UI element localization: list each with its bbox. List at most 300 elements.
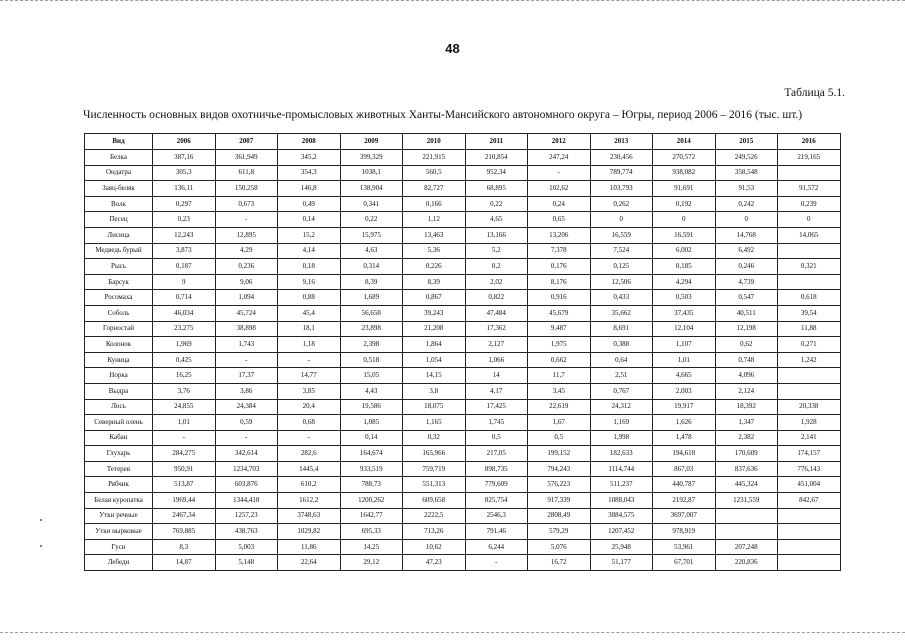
count-cell: 1,928 xyxy=(778,415,841,431)
count-cell: 18,075 xyxy=(403,399,466,415)
count-cell: 3884,575 xyxy=(590,508,653,524)
count-cell: 759,719 xyxy=(403,461,466,477)
count-cell: 0 xyxy=(715,212,778,228)
count-cell: - xyxy=(153,430,216,446)
count-cell xyxy=(778,368,841,384)
count-cell: 8,3 xyxy=(153,539,216,555)
column-header: 2010 xyxy=(403,134,466,150)
count-cell: 82,727 xyxy=(403,181,466,197)
count-cell: 1207,452 xyxy=(590,524,653,540)
count-cell: 0,822 xyxy=(465,290,528,306)
table-row xyxy=(85,337,841,353)
count-cell: 67,701 xyxy=(653,555,716,571)
count-cell: 345,2 xyxy=(278,150,341,166)
count-cell: 46,034 xyxy=(153,305,216,321)
count-cell: 576,223 xyxy=(528,477,591,493)
count-cell: 4,43 xyxy=(340,383,403,399)
count-cell: 8,176 xyxy=(528,274,591,290)
count-cell: 2,398 xyxy=(340,337,403,353)
count-cell xyxy=(778,539,841,555)
count-cell: 0,242 xyxy=(715,196,778,212)
count-cell: 24,855 xyxy=(153,399,216,415)
table-row xyxy=(85,383,841,399)
count-cell: 609,658 xyxy=(403,493,466,509)
species-name-cell: Белая куропатка xyxy=(85,493,153,509)
count-cell: 39,243 xyxy=(403,305,466,321)
count-cell: 2,124 xyxy=(715,383,778,399)
count-cell: 445,324 xyxy=(715,477,778,493)
count-cell: 136,11 xyxy=(153,181,216,197)
count-cell: 0,64 xyxy=(590,352,653,368)
table-header-row xyxy=(85,134,841,150)
count-cell: 3,85 xyxy=(278,383,341,399)
count-cell: 1,12 xyxy=(403,212,466,228)
count-cell: 837,636 xyxy=(715,461,778,477)
table-row xyxy=(85,461,841,477)
count-cell: 4,096 xyxy=(715,368,778,384)
table-row xyxy=(85,305,841,321)
count-cell xyxy=(778,508,841,524)
count-cell: 0,673 xyxy=(215,196,278,212)
species-name-cell: Норка xyxy=(85,368,153,384)
count-cell: 358,548 xyxy=(715,165,778,181)
count-cell: 0,5 xyxy=(465,430,528,446)
count-cell: 0,18 xyxy=(278,259,341,275)
count-cell: 2467,34 xyxy=(153,508,216,524)
count-cell: 18,392 xyxy=(715,399,778,415)
count-cell: - xyxy=(278,430,341,446)
count-cell: 11,88 xyxy=(778,321,841,337)
count-cell: 17,37 xyxy=(215,368,278,384)
species-name-cell: Гуси xyxy=(85,539,153,555)
count-cell: 25,948 xyxy=(590,539,653,555)
count-cell: 47,484 xyxy=(465,305,528,321)
count-cell: 45,679 xyxy=(528,305,591,321)
count-cell: 9,487 xyxy=(528,321,591,337)
count-cell: 0,166 xyxy=(403,196,466,212)
count-cell: 0,192 xyxy=(653,196,716,212)
species-name-cell: Барсук xyxy=(85,274,153,290)
count-cell: 1,626 xyxy=(653,415,716,431)
count-cell: 305,3 xyxy=(153,165,216,181)
count-cell: 4,29 xyxy=(215,243,278,259)
column-header: 2006 xyxy=(153,134,216,150)
count-cell: 47,23 xyxy=(403,555,466,571)
count-cell: 5,148 xyxy=(215,555,278,571)
count-cell: 769,885 xyxy=(153,524,216,540)
count-cell: 16,559 xyxy=(590,227,653,243)
count-cell: 270,572 xyxy=(653,150,716,166)
count-cell: 0,5 xyxy=(528,430,591,446)
table-body xyxy=(85,150,841,571)
count-cell: 170,609 xyxy=(715,446,778,462)
count-cell: 6,492 xyxy=(715,243,778,259)
count-cell: 14,87 xyxy=(153,555,216,571)
count-cell: 14,77 xyxy=(278,368,341,384)
count-cell: 45,4 xyxy=(278,305,341,321)
count-cell: 0,425 xyxy=(153,352,216,368)
count-cell: 0 xyxy=(590,212,653,228)
table-row xyxy=(85,524,841,540)
count-cell: 0,23 xyxy=(153,212,216,228)
species-name-cell: Заяц-беляк xyxy=(85,181,153,197)
count-cell: 210,854 xyxy=(465,150,528,166)
count-cell: 23,898 xyxy=(340,321,403,337)
table-row xyxy=(85,274,841,290)
count-cell xyxy=(778,243,841,259)
count-cell xyxy=(778,524,841,540)
count-cell: 164,674 xyxy=(340,446,403,462)
column-header: 2011 xyxy=(465,134,528,150)
table-row xyxy=(85,196,841,212)
count-cell: 825,754 xyxy=(465,493,528,509)
count-cell: 1,085 xyxy=(340,415,403,431)
count-cell: 788,73 xyxy=(340,477,403,493)
count-cell: 0,321 xyxy=(778,259,841,275)
count-cell: 16,72 xyxy=(528,555,591,571)
count-cell: 0,246 xyxy=(715,259,778,275)
column-header: 2014 xyxy=(653,134,716,150)
count-cell: 0,22 xyxy=(340,212,403,228)
count-cell: 15,05 xyxy=(340,368,403,384)
count-cell: 1,094 xyxy=(215,290,278,306)
count-cell: 713,26 xyxy=(403,524,466,540)
count-cell: 249,526 xyxy=(715,150,778,166)
count-cell: 51,177 xyxy=(590,555,653,571)
count-cell: 1038,1 xyxy=(340,165,403,181)
species-name-cell: Тетерев xyxy=(85,461,153,477)
count-cell: 0 xyxy=(653,212,716,228)
count-cell: 0,59 xyxy=(215,415,278,431)
count-cell: 91,53 xyxy=(715,181,778,197)
table-row xyxy=(85,227,841,243)
species-name-cell: Утки речные xyxy=(85,508,153,524)
count-cell: 165,966 xyxy=(403,446,466,462)
species-name-cell: Кабан xyxy=(85,430,153,446)
count-cell: 39,54 xyxy=(778,305,841,321)
count-cell: 3748,63 xyxy=(278,508,341,524)
count-cell: 1612,2 xyxy=(278,493,341,509)
count-cell: 9 xyxy=(153,274,216,290)
count-cell: 438,763 xyxy=(215,524,278,540)
count-cell: 695,33 xyxy=(340,524,403,540)
count-cell: 5,36 xyxy=(403,243,466,259)
count-cell: 1,478 xyxy=(653,430,716,446)
count-cell: 9,16 xyxy=(278,274,341,290)
count-cell: 1088,043 xyxy=(590,493,653,509)
count-cell: 18,1 xyxy=(278,321,341,337)
count-cell: 6,002 xyxy=(653,243,716,259)
count-cell: 8,691 xyxy=(590,321,653,337)
count-cell: 579,29 xyxy=(528,524,591,540)
count-cell: 0,714 xyxy=(153,290,216,306)
count-cell: 11,86 xyxy=(278,539,341,555)
count-cell: 91,691 xyxy=(653,181,716,197)
count-cell: 0,748 xyxy=(715,352,778,368)
count-cell: 1,165 xyxy=(403,415,466,431)
species-name-cell: Глухарь xyxy=(85,446,153,462)
count-cell: 16,591 xyxy=(653,227,716,243)
table-row xyxy=(85,212,841,228)
count-cell: 0,618 xyxy=(778,290,841,306)
count-cell: 4,739 xyxy=(715,274,778,290)
count-cell: 354,3 xyxy=(278,165,341,181)
count-cell: 551,313 xyxy=(403,477,466,493)
count-cell: 4,17 xyxy=(465,383,528,399)
count-cell: 610,2 xyxy=(278,477,341,493)
count-cell: 933,519 xyxy=(340,461,403,477)
count-cell: 867,03 xyxy=(653,461,716,477)
table-row xyxy=(85,150,841,166)
count-cell: 15,2 xyxy=(278,227,341,243)
species-name-cell: Утки нырковые xyxy=(85,524,153,540)
scan-speck xyxy=(40,519,42,521)
count-cell: 842,67 xyxy=(778,493,841,509)
count-cell: 14,15 xyxy=(403,368,466,384)
column-header: 2007 xyxy=(215,134,278,150)
count-cell: 0,271 xyxy=(778,337,841,353)
count-cell xyxy=(715,524,778,540)
count-cell: 0,226 xyxy=(403,259,466,275)
species-name-cell: Колонок xyxy=(85,337,153,353)
count-cell: 898,735 xyxy=(465,461,528,477)
table-row xyxy=(85,259,841,275)
count-cell: 1,107 xyxy=(653,337,716,353)
count-cell: 5,003 xyxy=(215,539,278,555)
count-cell: 45,724 xyxy=(215,305,278,321)
species-name-cell: Песец xyxy=(85,212,153,228)
column-header: 2013 xyxy=(590,134,653,150)
species-name-cell: Росомаха xyxy=(85,290,153,306)
table-row xyxy=(85,165,841,181)
count-cell: 20,4 xyxy=(278,399,341,415)
scan-top-edge xyxy=(0,0,905,4)
count-cell: 776,143 xyxy=(778,461,841,477)
count-cell: 0,14 xyxy=(278,212,341,228)
count-cell: 0,503 xyxy=(653,290,716,306)
count-cell xyxy=(778,555,841,571)
species-name-cell: Белка xyxy=(85,150,153,166)
count-cell xyxy=(778,274,841,290)
count-cell: 21,208 xyxy=(403,321,466,337)
count-cell: 0,49 xyxy=(278,196,341,212)
count-cell: 0,187 xyxy=(153,259,216,275)
species-name-cell: Куница xyxy=(85,352,153,368)
count-cell: 0,314 xyxy=(340,259,403,275)
count-cell: 791,46 xyxy=(465,524,528,540)
table-row xyxy=(85,243,841,259)
species-name-cell: Волк xyxy=(85,196,153,212)
column-header: 2016 xyxy=(778,134,841,150)
count-cell: 12,243 xyxy=(153,227,216,243)
count-cell: 6,244 xyxy=(465,539,528,555)
count-cell: 1200,262 xyxy=(340,493,403,509)
count-cell: 217,05 xyxy=(465,446,528,462)
count-cell: 284,275 xyxy=(153,446,216,462)
count-cell: 3697,007 xyxy=(653,508,716,524)
count-cell: 2,51 xyxy=(590,368,653,384)
column-header: 2009 xyxy=(340,134,403,150)
count-cell xyxy=(778,165,841,181)
count-cell: 0,14 xyxy=(340,430,403,446)
count-cell: 1969,44 xyxy=(153,493,216,509)
species-name-cell: Ондатра xyxy=(85,165,153,181)
count-cell: - xyxy=(528,165,591,181)
count-cell: 219,165 xyxy=(778,150,841,166)
column-header: Вид xyxy=(85,134,153,150)
count-cell: 17,362 xyxy=(465,321,528,337)
species-name-cell: Северный олень xyxy=(85,415,153,431)
count-cell: 22,619 xyxy=(528,399,591,415)
table-row xyxy=(85,290,841,306)
count-cell: 13,463 xyxy=(403,227,466,243)
count-cell: 361,949 xyxy=(215,150,278,166)
count-cell: 247,24 xyxy=(528,150,591,166)
count-cell: 1,743 xyxy=(215,337,278,353)
page-number: 48 xyxy=(445,41,460,56)
count-cell: 2,141 xyxy=(778,430,841,446)
count-cell: 16,25 xyxy=(153,368,216,384)
count-cell: 0,176 xyxy=(528,259,591,275)
count-cell: - xyxy=(215,352,278,368)
table-label: Таблица 5.1. xyxy=(784,87,845,99)
count-cell: 146,8 xyxy=(278,181,341,197)
species-name-cell: Рысь xyxy=(85,259,153,275)
count-cell: 4,63 xyxy=(340,243,403,259)
count-cell: 230,456 xyxy=(590,150,653,166)
count-cell: 1,998 xyxy=(590,430,653,446)
count-cell: 3,45 xyxy=(528,383,591,399)
count-cell: 14,768 xyxy=(715,227,778,243)
count-cell: 0 xyxy=(778,212,841,228)
species-name-cell: Лебеди xyxy=(85,555,153,571)
count-cell: 0,518 xyxy=(340,352,403,368)
species-name-cell: Соболь xyxy=(85,305,153,321)
count-cell: 4,14 xyxy=(278,243,341,259)
count-cell: 37,435 xyxy=(653,305,716,321)
species-count-table xyxy=(84,133,841,571)
count-cell: 4,665 xyxy=(653,368,716,384)
table-row xyxy=(85,555,841,571)
count-cell: 2546,3 xyxy=(465,508,528,524)
count-cell: 3,873 xyxy=(153,243,216,259)
count-cell: 2,127 xyxy=(465,337,528,353)
count-cell: 2,003 xyxy=(653,383,716,399)
count-cell: 0,239 xyxy=(778,196,841,212)
count-cell: 0,547 xyxy=(715,290,778,306)
count-cell: 399,329 xyxy=(340,150,403,166)
count-cell: 1642,77 xyxy=(340,508,403,524)
count-cell: 7,378 xyxy=(528,243,591,259)
count-cell: 0,262 xyxy=(590,196,653,212)
count-cell: 174,157 xyxy=(778,446,841,462)
table-row xyxy=(85,539,841,555)
count-cell: 2,382 xyxy=(715,430,778,446)
count-cell: 1,969 xyxy=(153,337,216,353)
count-cell: 1,67 xyxy=(528,415,591,431)
count-cell: 12,506 xyxy=(590,274,653,290)
count-cell: 22,64 xyxy=(278,555,341,571)
count-cell: 150,258 xyxy=(215,181,278,197)
species-name-cell: Лисица xyxy=(85,227,153,243)
count-cell: 0,236 xyxy=(215,259,278,275)
count-cell: - xyxy=(278,352,341,368)
column-header: 2012 xyxy=(528,134,591,150)
count-cell: 1,975 xyxy=(528,337,591,353)
table-row xyxy=(85,399,841,415)
count-cell: 603,876 xyxy=(215,477,278,493)
count-cell: 1234,703 xyxy=(215,461,278,477)
count-cell: 1231,559 xyxy=(715,493,778,509)
count-cell: 13,206 xyxy=(528,227,591,243)
column-header: 2008 xyxy=(278,134,341,150)
count-cell: 1,18 xyxy=(278,337,341,353)
count-cell: 2808,49 xyxy=(528,508,591,524)
count-cell: 23,275 xyxy=(153,321,216,337)
count-cell: 789,774 xyxy=(590,165,653,181)
count-cell: 40,511 xyxy=(715,305,778,321)
count-cell: 14,25 xyxy=(340,539,403,555)
count-cell: 0,88 xyxy=(278,290,341,306)
count-cell: 12,198 xyxy=(715,321,778,337)
table-row xyxy=(85,321,841,337)
count-cell: 1,169 xyxy=(590,415,653,431)
species-name-cell: Горностай xyxy=(85,321,153,337)
count-cell: 387,16 xyxy=(153,150,216,166)
count-cell: 779,609 xyxy=(465,477,528,493)
count-cell: 1,864 xyxy=(403,337,466,353)
count-cell: 282,6 xyxy=(278,446,341,462)
count-cell: 8,39 xyxy=(403,274,466,290)
count-cell: 15,975 xyxy=(340,227,403,243)
count-cell: 938,082 xyxy=(653,165,716,181)
count-cell: 1029,82 xyxy=(278,524,341,540)
count-cell: 0,341 xyxy=(340,196,403,212)
count-cell: 3,86 xyxy=(215,383,278,399)
count-cell: 0,24 xyxy=(528,196,591,212)
table-row xyxy=(85,368,841,384)
count-cell: 0,388 xyxy=(590,337,653,353)
count-cell: 2,02 xyxy=(465,274,528,290)
count-cell: 0,916 xyxy=(528,290,591,306)
count-cell: 17,425 xyxy=(465,399,528,415)
count-cell: 794,243 xyxy=(528,461,591,477)
count-cell: 29,12 xyxy=(340,555,403,571)
count-cell: - xyxy=(215,430,278,446)
count-cell: 0,22 xyxy=(465,196,528,212)
count-cell: - xyxy=(465,555,528,571)
count-cell: 0,68 xyxy=(278,415,341,431)
count-cell: - xyxy=(215,212,278,228)
count-cell: 5,076 xyxy=(528,539,591,555)
count-cell: 24,384 xyxy=(215,399,278,415)
count-cell: 91,572 xyxy=(778,181,841,197)
species-name-cell: Лось xyxy=(85,399,153,415)
table-title: Численность основных видов охотничье-промысловых животных Ханты-Мансийского автономного округа – Югры, период 2006 – 2016 (тыс. шт.) xyxy=(83,109,803,121)
count-cell: 950,91 xyxy=(153,461,216,477)
count-cell: 138,904 xyxy=(340,181,403,197)
count-cell: 1,054 xyxy=(403,352,466,368)
count-cell: 11,7 xyxy=(528,368,591,384)
count-cell: 1,347 xyxy=(715,415,778,431)
count-cell: 0,32 xyxy=(403,430,466,446)
count-cell: 1,689 xyxy=(340,290,403,306)
count-cell: 978,919 xyxy=(653,524,716,540)
count-cell: 0,125 xyxy=(590,259,653,275)
count-cell: 0,767 xyxy=(590,383,653,399)
count-cell: 14 xyxy=(465,368,528,384)
count-cell: 513,87 xyxy=(153,477,216,493)
